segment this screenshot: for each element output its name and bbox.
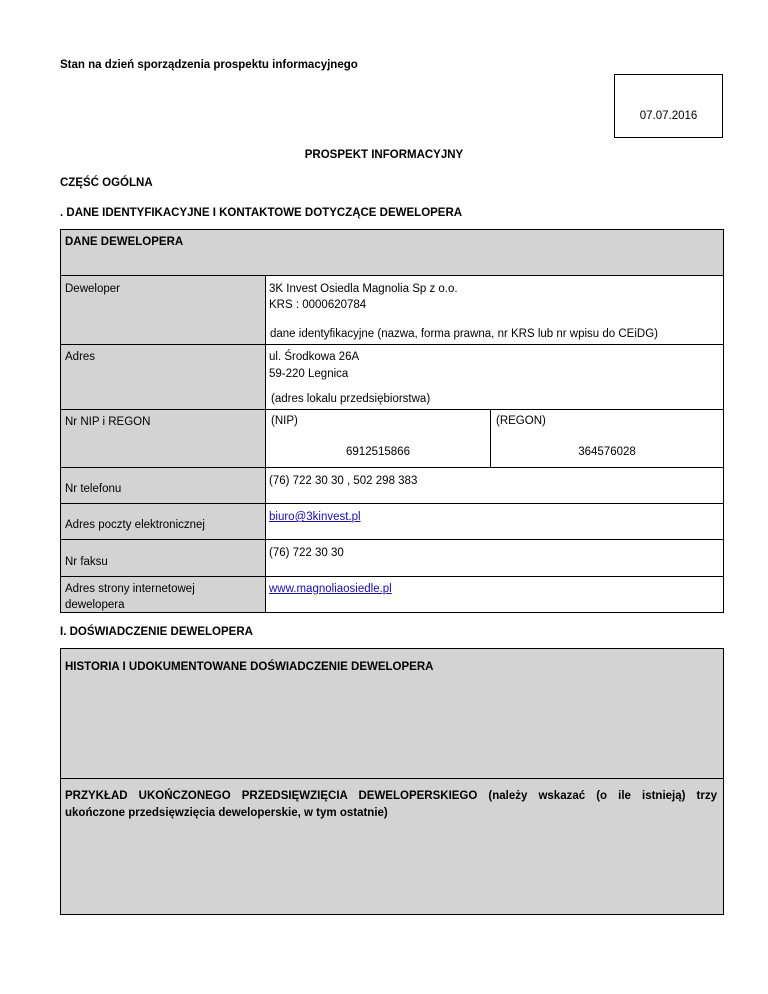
developer-label-cell <box>60 275 266 345</box>
nip-label: (NIP) <box>271 415 298 427</box>
phone-label-cell <box>60 467 266 504</box>
history-cell <box>60 648 724 779</box>
nip-regon-label-cell <box>60 409 266 468</box>
website-label-cell <box>60 576 266 613</box>
fax-value-cell <box>265 539 724 577</box>
address-value-cell <box>265 344 724 410</box>
example-project-cell <box>60 778 724 915</box>
section-heading-identification: . DANE IDENTYFIKACYJNE I KONTAKTOWE DOTYCZĄCE DEWELOPERA <box>60 207 463 219</box>
part-heading: CZĘŚĆ OGÓLNA <box>60 177 153 189</box>
website-label-line2: dewelopera <box>65 599 125 611</box>
phone-label: Nr telefonu <box>65 483 122 495</box>
section-heading-experience: I. DOŚWIADCZENIE DEWELOPERA <box>60 626 253 638</box>
email-value-cell <box>265 503 724 540</box>
status-label: Stan na dzień sporządzenia prospektu informacyjnego <box>60 59 358 71</box>
phone-value: (76) 722 30 30 , 502 298 383 <box>269 475 418 487</box>
website-label-line1: Adres strony internetowej <box>65 583 195 595</box>
developer-label: Deweloper <box>65 283 120 295</box>
developer-note: dane identyfikacyjne (nazwa, forma prawna, nr KRS lub nr wpisu do CEiDG) <box>270 328 658 340</box>
nip-cell <box>265 409 491 468</box>
email-label-cell <box>60 503 266 540</box>
developer-name: 3K Invest Osiedla Magnolia Sp z o.o. <box>269 283 458 295</box>
example-project-heading-line1: PRZYKŁAD UKOŃCZONEGO PRZEDSIĘWZIĘCIA DEWELOPERSKIEGO (należy wskazać (o ile istnieją) trzy <box>65 790 717 802</box>
email-label: Adres poczty elektronicznej <box>65 519 205 531</box>
example-project-heading-line2: ukończone przedsięwzięcia deweloperskie, w tym ostatnie) <box>65 807 388 819</box>
document-title: PROSPEKT INFORMACYJNY <box>304 149 464 161</box>
date-value: 07.07.2016 <box>639 110 698 122</box>
developer-krs: KRS : 0000620784 <box>269 299 367 311</box>
regon-label: (REGON) <box>496 415 546 427</box>
developer-data-heading: DANE DEWELOPERA <box>65 236 184 248</box>
email-link[interactable]: biuro@3kinvest.pl <box>269 511 361 523</box>
address-city: 59-220 Legnica <box>269 368 349 380</box>
regon-value: 364576028 <box>578 446 636 458</box>
regon-cell <box>490 409 724 468</box>
fax-label-cell <box>60 539 266 577</box>
website-link[interactable]: www.magnoliaosiedle.pl <box>269 583 392 595</box>
date-box <box>614 74 723 138</box>
address-note: (adres lokalu przedsiębiorstwa) <box>271 393 431 405</box>
fax-label: Nr faksu <box>65 556 108 568</box>
developer-value-cell <box>265 275 724 345</box>
address-label-cell <box>60 344 266 410</box>
address-street: ul. Środkowa 26A <box>269 351 360 363</box>
nip-value: 6912515866 <box>346 446 410 458</box>
fax-value: (76) 722 30 30 <box>269 547 344 559</box>
history-heading: HISTORIA I UDOKUMENTOWANE DOŚWIADCZENIE DEWELOPERA <box>65 661 434 673</box>
website-value-cell <box>265 576 724 613</box>
developer-data-heading-cell <box>60 229 724 276</box>
nip-regon-label: Nr NIP i REGON <box>65 416 151 428</box>
address-label: Adres <box>65 351 96 363</box>
phone-value-cell <box>265 467 724 504</box>
